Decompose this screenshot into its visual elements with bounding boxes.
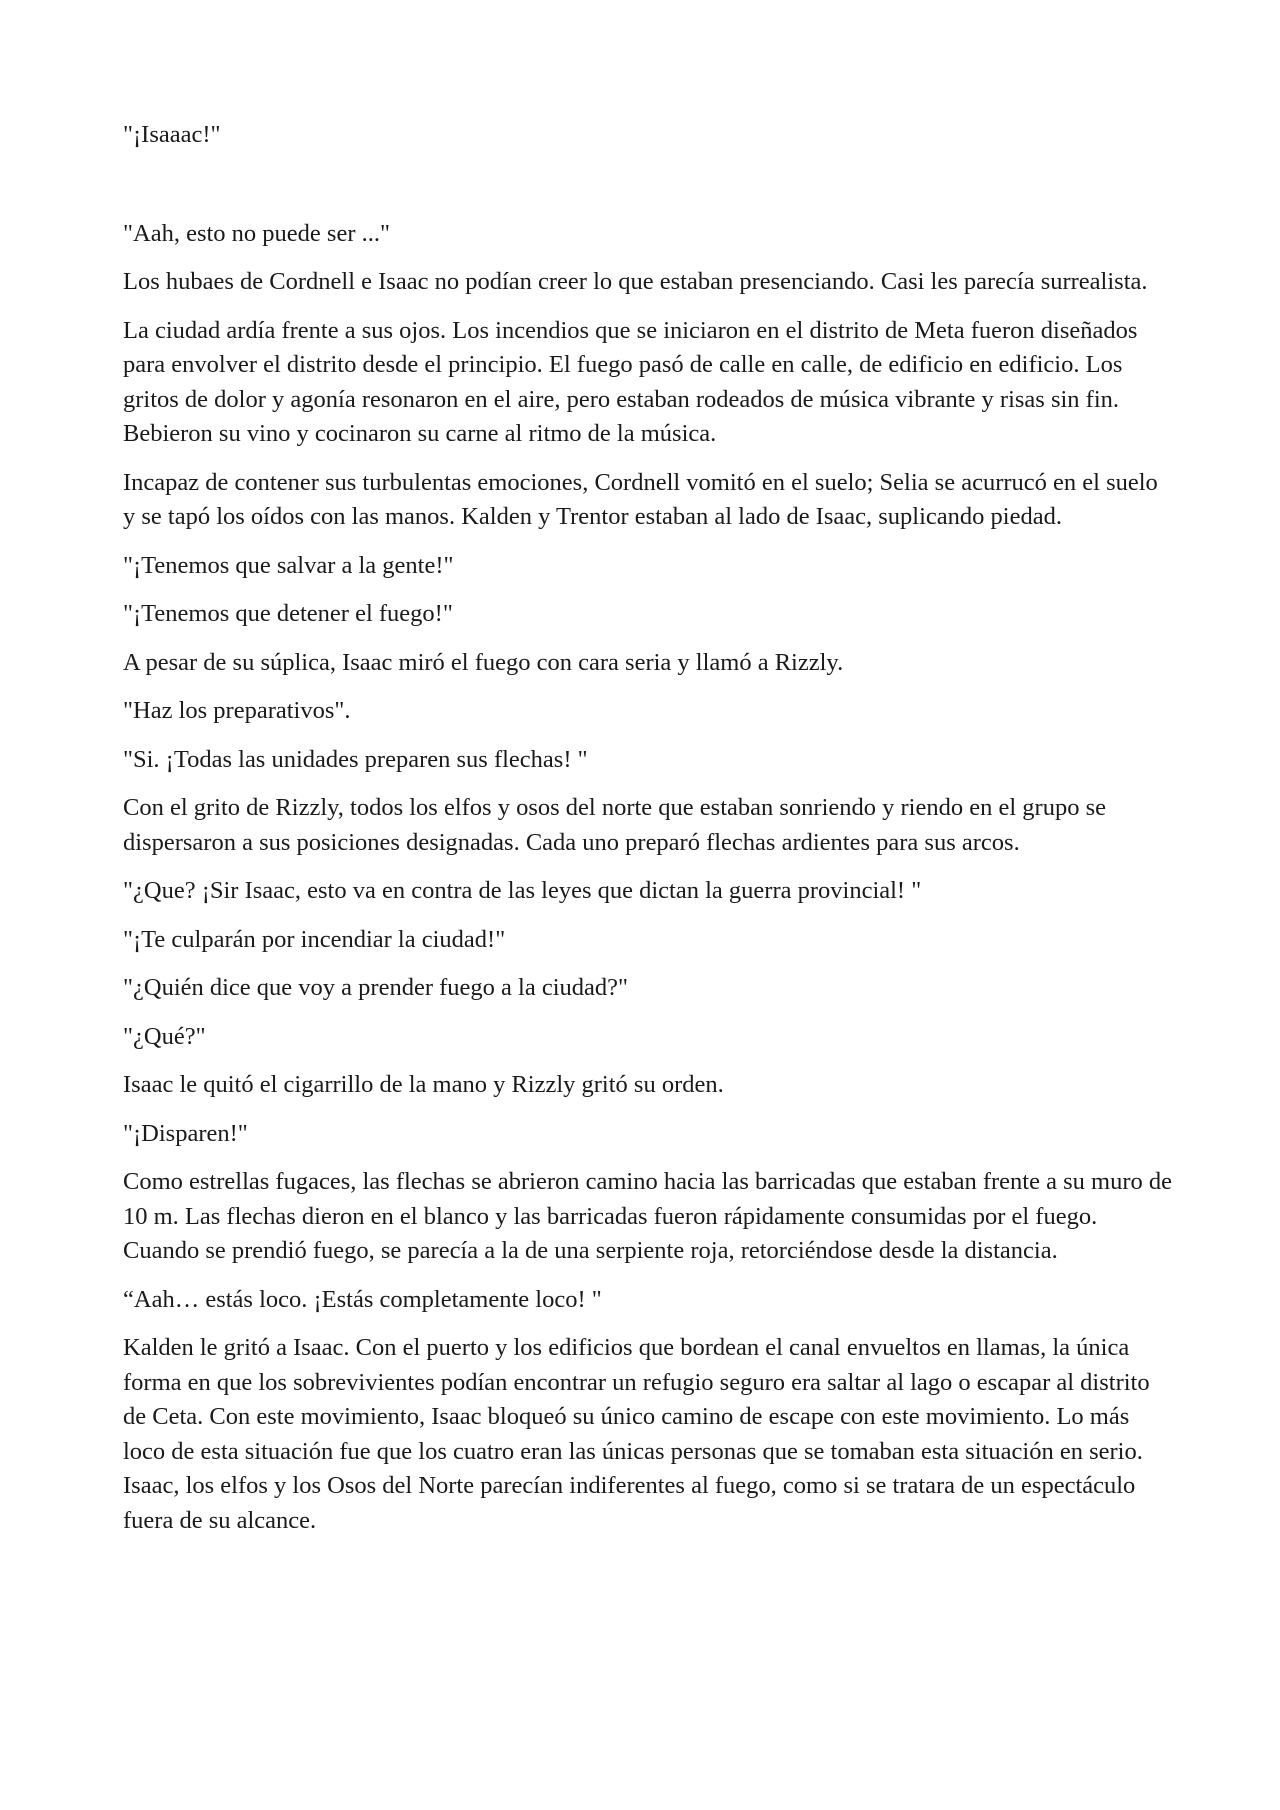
paragraph-18: Como estrellas fugaces, las flechas se abrieron camino hacia las barricadas que estaban frente a su muro de 10 m. Las flechas dieron en el blanco y las barricadas fueron rápidamente consumidas por el fuego. Cuando se prendió fuego, se parecía a la de una serpiente roja, retorciéndose desde la distancia.: [123, 1168, 1172, 1264]
paragraph-1: "¡Isaaac!": [123, 121, 221, 148]
paragraph-17: "¡Disparen!": [123, 1119, 248, 1147]
paragraph-19: “Aah… estás loco. ¡Estás completamente loco! ": [123, 1285, 602, 1313]
paragraph-11: Con el grito de Rizzly, todos los elfos y osos del norte que estaban sonriendo y riendo en el grupo se dispersaron a sus posiciones designadas. Cada uno preparó flechas ardientes para sus arcos.: [123, 794, 1106, 856]
document-page: [123, 118, 1175, 1552]
paragraph-4: La ciudad ardía frente a sus ojos. Los incendios que se iniciaron en el distrito de Meta fueron diseñados para envolver el distrito desde el principio. El fuego pasó de calle en calle, de edificio en edificio. Los gritos de dolor y agonía resonaron en el aire, pero estaban rodeados de música vibrante y risas sin fin. Bebieron su vino y cocinaron su carne al ritmo de la música.: [123, 316, 1138, 447]
paragraph-3: Los hubaes de Cordnell e Isaac no podían creer lo que estaban presenciando. Casi les parecía surrealista.: [123, 268, 1148, 295]
paragraph-2: "Aah, esto no puede ser ...": [123, 219, 390, 247]
paragraph-20: Kalden le gritó a Isaac. Con el puerto y los edificios que bordean el canal envueltos en llamas, la única forma en que los sobrevivientes podían encontrar un refugio seguro era saltar al lago o escapar al distrito de Ceta. Con este movimiento, Isaac bloqueó su único camino de escape con este movimiento. Lo más loco de esta situación fue que los cuatro eran las únicas personas que se tomaban esta situación en serio. Isaac, los elfos y los Osos del Norte parecían indiferentes al fuego, como si se tratara de un espectáculo fuera de su alcance.: [123, 1334, 1150, 1534]
paragraph-7: "¡Tenemos que detener el fuego!": [123, 600, 453, 627]
paragraph-8: A pesar de su súplica, Isaac miró el fuego con cara seria y llamó a Rizzly.: [123, 648, 844, 676]
paragraph-12: "¿Que? ¡Sir Isaac, esto va en contra de las leyes que dictan la guerra provincial! ": [123, 877, 922, 904]
paragraph-14: "¿Quién dice que voy a prender fuego a la ciudad?": [123, 974, 629, 1001]
paragraph-13: "¡Te culparán por incendiar la ciudad!": [123, 925, 506, 953]
paragraph-16: Isaac le quitó el cigarrillo de la mano y Rizzly gritó su orden.: [123, 1071, 724, 1098]
paragraph-9: "Haz los preparativos".: [123, 697, 351, 724]
paragraph-15: "¿Qué?": [123, 1022, 206, 1050]
paragraph-6: "¡Tenemos que salvar a la gente!": [123, 551, 454, 579]
paragraph-10: "Si. ¡Todas las unidades preparen sus flechas! ": [123, 745, 588, 773]
paragraph-5: Incapaz de contener sus turbulentas emociones, Cordnell vomitó en el suelo; Selia se acurrucó en el suelo y se tapó los oídos con las manos. Kalden y Trentor estaban al lado de Isaac, suplicando piedad.: [123, 468, 1158, 530]
